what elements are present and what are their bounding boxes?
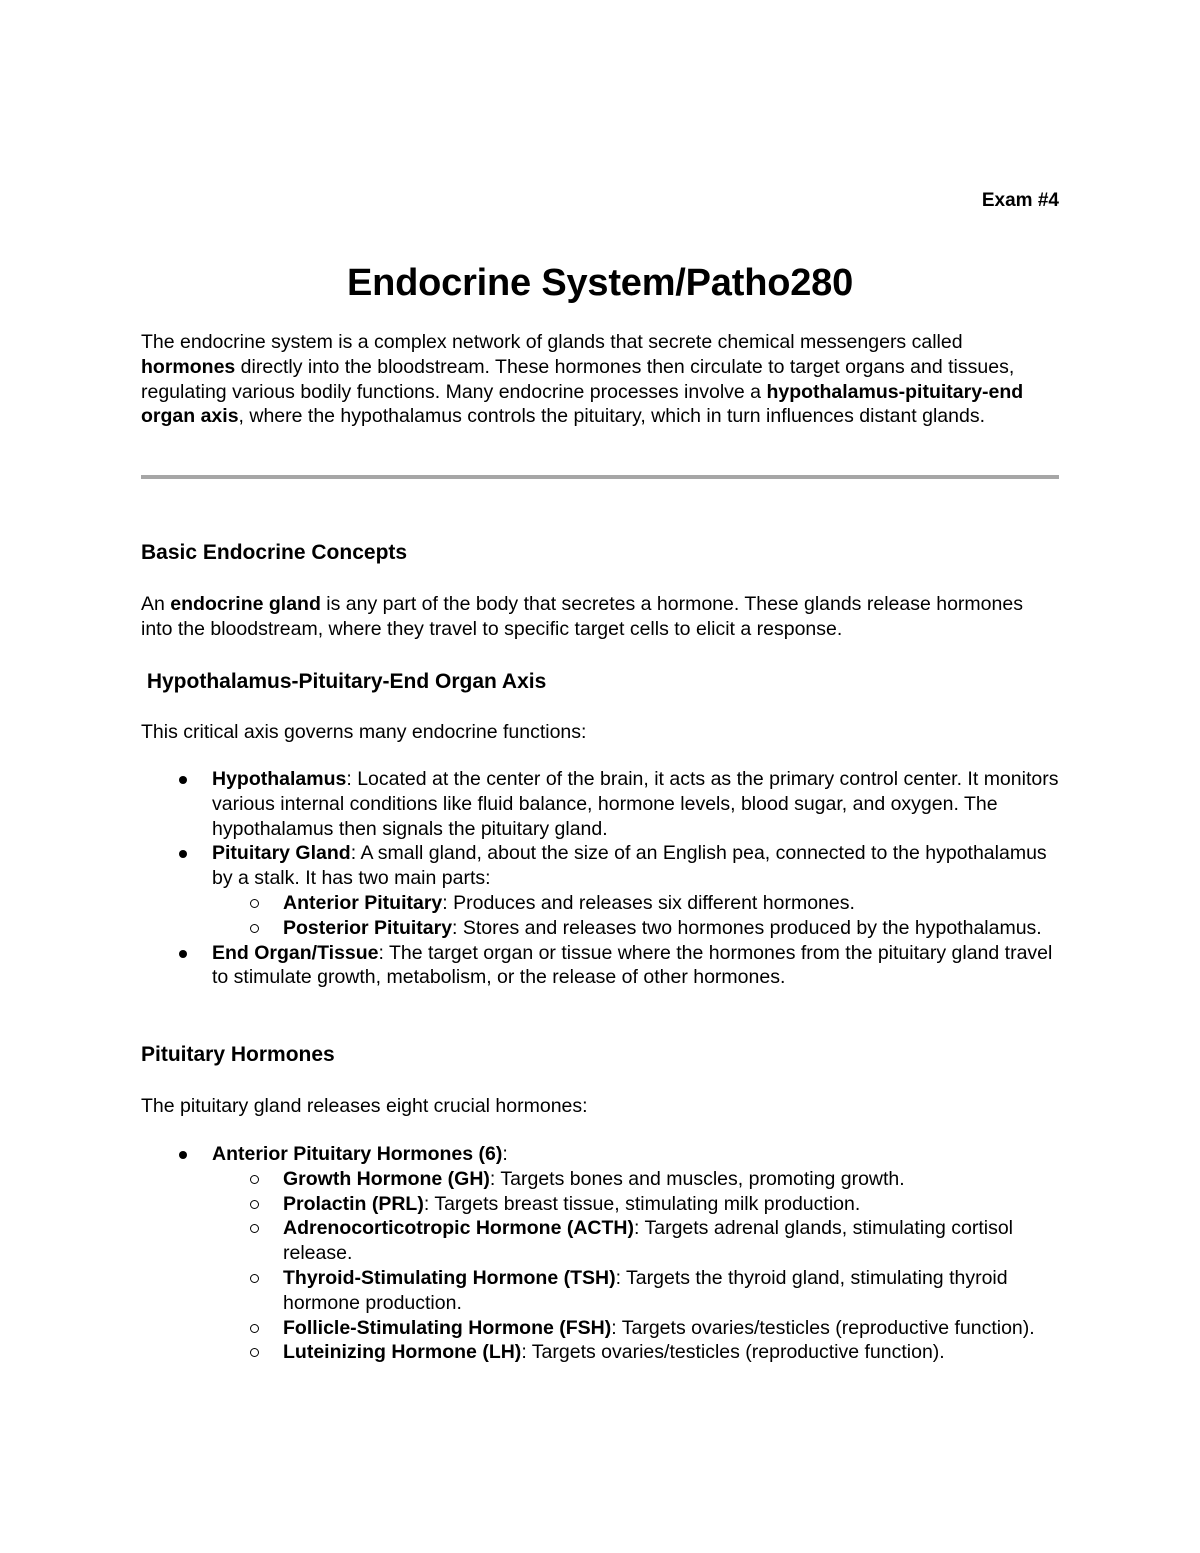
intro-text-3: , where the hypothalamus controls the pituitary, which in turn influences distant glands. — [238, 405, 986, 428]
hormone-text: : Targets bones and muscles, promoting growth. — [489, 1167, 905, 1190]
circle-bullet-icon — [250, 1200, 259, 1209]
sub-item-term: Posterior Pituitary — [283, 916, 453, 939]
bullet-icon — [179, 850, 187, 858]
hormone-text: : Targets adrenal glands, stimulating cortisol release. — [283, 1217, 1014, 1265]
sub-list-item — [212, 916, 1059, 941]
item-term: Pituitary Gland — [212, 842, 351, 865]
hormone-text: : Targets the thyroid gland, stimulating thyroid hormone production. — [283, 1266, 1008, 1314]
hormone-item — [212, 1340, 1059, 1365]
intro-text-1: The endocrine system is a complex network of glands that secrete chemical messengers called — [141, 331, 963, 353]
basic-pre: An — [141, 593, 171, 615]
list-item — [141, 941, 1059, 991]
circle-bullet-icon — [250, 1175, 259, 1184]
sub-item-text: : Stores and releases two hormones produced by the hypothalamus. — [452, 916, 1042, 939]
page-title: Endocrine System/Patho280 — [346, 262, 854, 304]
hormone-term: Thyroid-Stimulating Hormone (TSH) — [283, 1266, 616, 1289]
basic-post: is any part of the body that secretes a hormone. These glands release hormones into the bloodstream, where they travel to specific target cells to elicit a response. — [141, 593, 1023, 640]
item-text: : Located at the center of the brain, it acts as the primary control center. It monitors various internal conditions like fluid balance, hormone levels, blood sugar, and oxygen. The hypothalamus then signals the pituitary gland. — [212, 768, 1059, 840]
circle-bullet-icon — [250, 1348, 259, 1357]
sub-item-text: : Produces and releases six different hormones. — [442, 891, 855, 914]
list-item — [141, 1142, 1059, 1365]
group-text: : — [502, 1143, 508, 1165]
hormone-term: Adrenocorticotropic Hormone (ACTH) — [283, 1217, 634, 1240]
hormone-sub-list — [212, 1167, 1059, 1365]
sub-list — [212, 891, 1059, 941]
basic-bold-gland: endocrine gland — [170, 593, 321, 615]
basic-concepts-paragraph — [141, 592, 1059, 642]
basic-concepts-heading: Basic Endocrine Concepts — [141, 541, 408, 564]
hormone-item — [212, 1216, 1059, 1266]
group-term: Anterior Pituitary Hormones (6) — [212, 1143, 503, 1165]
intro-text-2: directly into the bloodstream. These hormones then circulate to target organs and tissues, regulating various bodily functions. Many endocrine processes involve a — [141, 355, 1015, 403]
hormone-term: Prolactin (PRL) — [283, 1192, 424, 1215]
axis-intro: This critical axis governs many endocrine functions: — [141, 721, 587, 743]
hormone-term: Growth Hormone (GH) — [283, 1167, 490, 1190]
horizontal-divider — [141, 475, 1059, 479]
sub-item-term: Anterior Pituitary — [283, 891, 443, 914]
hormone-text: : Targets ovaries/testicles (reproductive function). — [611, 1316, 1035, 1339]
axis-list — [141, 767, 1059, 990]
hormone-text: : Targets breast tissue, stimulating milk production. — [423, 1192, 861, 1215]
bullet-icon — [179, 950, 187, 958]
hormone-term: Follicle-Stimulating Hormone (FSH) — [283, 1316, 612, 1339]
hormone-item — [212, 1167, 1059, 1192]
item-text: : The target organ or tissue where the hormones from the pituitary gland travel to stimulate growth, metabolism, or the release of other hormones. — [212, 941, 1053, 989]
axis-heading: Hypothalamus-Pituitary-End Organ Axis — [141, 670, 547, 693]
pituitary-list — [141, 1142, 1059, 1365]
sub-list-item — [212, 891, 1059, 916]
circle-bullet-icon — [250, 1324, 259, 1333]
bullet-icon — [179, 776, 187, 784]
bullet-icon — [179, 1151, 187, 1159]
list-item — [141, 767, 1059, 841]
intro-paragraph — [141, 330, 1059, 429]
hormone-item — [212, 1192, 1059, 1217]
pituitary-intro: The pituitary gland releases eight crucial hormones: — [141, 1095, 588, 1117]
item-term: End Organ/Tissue — [212, 941, 379, 964]
hormone-item — [212, 1266, 1059, 1316]
circle-bullet-icon — [250, 924, 259, 933]
hormone-text: : Targets ovaries/testicles (reproductive function). — [521, 1341, 945, 1364]
circle-bullet-icon — [250, 1274, 259, 1283]
item-term: Hypothalamus — [212, 768, 347, 790]
intro-bold-hormones: hormones — [141, 355, 236, 378]
exam-label: Exam #4 — [981, 190, 1059, 211]
list-item — [141, 841, 1059, 940]
circle-bullet-icon — [250, 1224, 259, 1233]
hormone-term: Luteinizing Hormone (LH) — [283, 1341, 522, 1364]
item-text: : A small gland, about the size of an English pea, connected to the hypothalamus by a stalk. It has two main parts: — [212, 842, 1047, 890]
circle-bullet-icon — [250, 899, 259, 908]
intro-bold-axis: hypothalamus-pituitary-end organ axis — [141, 380, 1024, 428]
hormone-item — [212, 1316, 1059, 1341]
pituitary-hormones-heading: Pituitary Hormones — [141, 1043, 335, 1066]
